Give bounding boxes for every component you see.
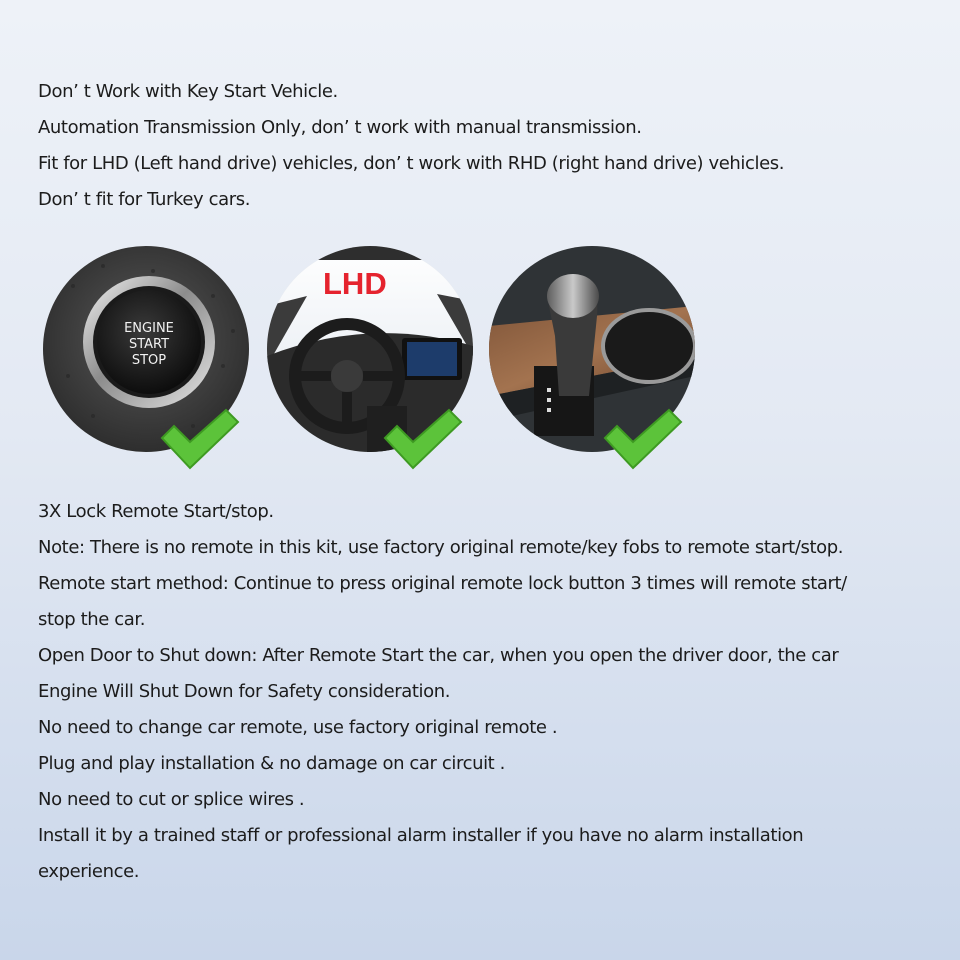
feature-line: No need to change car remote, use factory original remote . xyxy=(38,717,558,738)
feature-line: 3X Lock Remote Start/stop. xyxy=(38,501,274,522)
note-line: Don’ t Work with Key Start Vehicle. xyxy=(38,81,338,102)
feature-line: Open Door to Shut down: After Remote Start the car, when you open the driver door, the car xyxy=(38,645,839,666)
note-line: Don’ t fit for Turkey cars. xyxy=(38,189,251,210)
stop-label: STOP xyxy=(131,353,167,368)
note-line: Fit for LHD (Left hand drive) vehicles, don’ t work with RHD (right hand drive) vehicles. xyxy=(38,153,785,174)
lhd-label: LHD xyxy=(323,266,387,301)
feature-line: Install it by a trained staff or professional alarm installer if you have no alarm installation xyxy=(38,825,804,846)
feature-line: Plug and play installation & no damage on car circuit . xyxy=(38,753,505,774)
check-icon xyxy=(160,408,240,470)
feature-line: Remote start method: Continue to press original remote lock button 3 times will remote start/ xyxy=(38,573,847,594)
engine-label: ENGINE xyxy=(124,321,174,336)
note-line: Automation Transmission Only, don’ t work with manual transmission. xyxy=(38,117,642,138)
feature-line: experience. xyxy=(38,861,140,882)
feature-line: No need to cut or splice wires . xyxy=(38,789,305,810)
feature-line: stop the car. xyxy=(38,609,146,630)
compatibility-notes xyxy=(38,74,784,218)
feature-line: Note: There is no remote in this kit, use factory original remote/key fobs to remote start/stop. xyxy=(38,537,844,558)
check-icon xyxy=(383,408,463,470)
check-icon xyxy=(603,408,683,470)
feature-list xyxy=(38,494,847,890)
feature-line: Engine Will Shut Down for Safety consideration. xyxy=(38,681,451,702)
start-label: START xyxy=(128,337,170,352)
